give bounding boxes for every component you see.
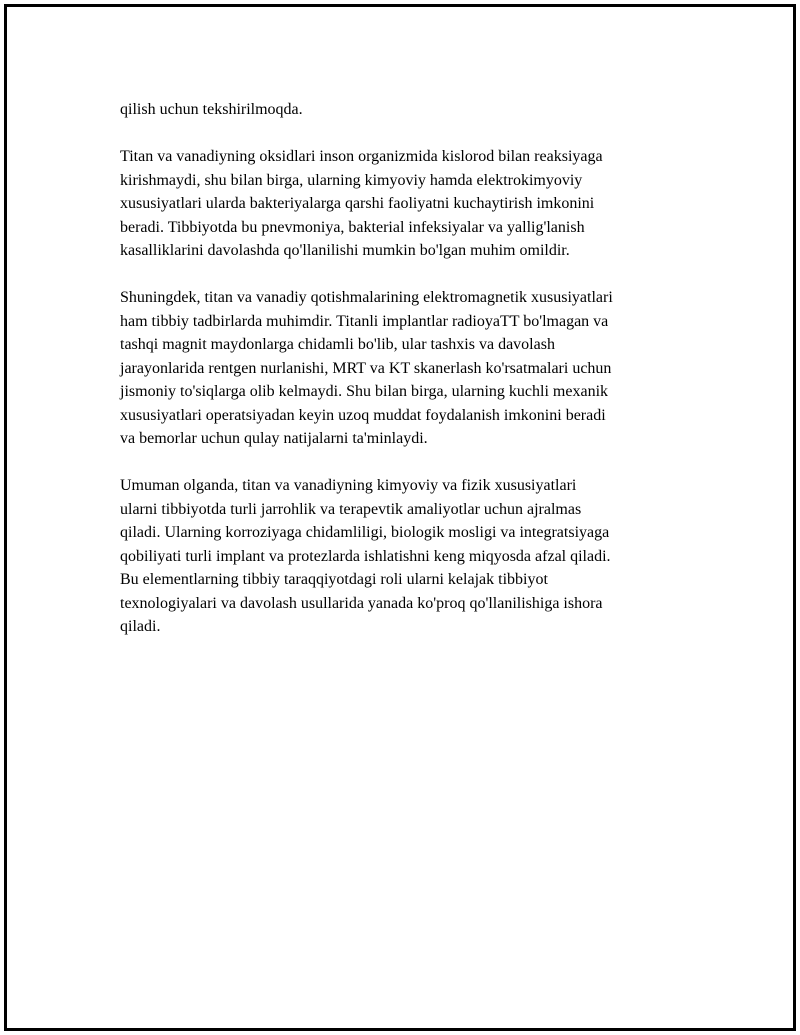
text-line: Shuningdek, titan va vanadiy qotishmalarining elektromagnetik xususiyatlari — [120, 289, 613, 306]
text-line: kirishmaydi, shu bilan birga, ularning kimyoviy hamda elektrokimyoviy — [120, 171, 583, 189]
text-line: qiladi. — [120, 618, 161, 635]
text-line: qobiliyati turli implant va protezlarda ishlatishni keng miqyosda afzal qiladi. — [120, 547, 611, 565]
text-line: tashqi magnit maydonlarga chidamli bo'lib, ular tashxis va davolash — [120, 336, 555, 353]
document-body — [120, 98, 700, 662]
page-frame — [4, 4, 796, 1031]
text-line: texnologiyalari va davolash usullarida yanada ko'proq qo'llanilishiga ishora — [120, 594, 603, 612]
paragraph-3 — [120, 286, 700, 451]
text-line: Titan va vanadiyning oksidlari inson organizmida kislorod bilan reaksiyaga — [120, 148, 603, 165]
text-line: ularni tibbiyotda turli jarrohlik va terapevtik amaliyotlar uchun ajralmas — [120, 500, 582, 518]
paragraph-1 — [120, 98, 700, 122]
text-line: xususiyatlari ularda bakteriyalarga qarshi faoliyatni kuchaytirish imkonini — [120, 195, 595, 212]
text-line: xususiyatlari operatsiyadan keyin uzoq muddat foydalanish imkonini beradi — [120, 406, 606, 424]
text-line: qilish uchun tekshirilmoqda. — [120, 101, 303, 118]
paragraph-4 — [120, 474, 700, 639]
text-line: Bu elementlarning tibbiy taraqqiyotdagi roli ularni kelajak tibbiyot — [120, 571, 548, 588]
paragraph-2 — [120, 145, 700, 263]
text-line: Umuman olganda, titan va vanadiyning kimyoviy va fizik xususiyatlari — [120, 477, 577, 494]
text-line: beradi. Tibbiyotda bu pnevmoniya, bakterial infeksiyalar va yallig'lanish — [120, 218, 585, 236]
text-line: qiladi. Ularning korroziyaga chidamliligi, biologik mosligi va integratsiyaga — [120, 524, 610, 541]
text-line: jarayonlarida rentgen nurlanishi, MRT va KT skanerlash ko'rsatmalari uchun — [120, 359, 612, 377]
text-line: va bemorlar uchun qulay natijalarni ta'minlaydi. — [120, 430, 428, 447]
text-line: jismoniy to'siqlarga olib kelmaydi. Shu bilan birga, ularning kuchli mexanik — [120, 383, 609, 400]
text-line: kasalliklarini davolashda qo'llanilishi mumkin bo'lgan muhim omildir. — [120, 242, 570, 259]
text-line: ham tibbiy tadbirlarda muhimdir. Titanli implantlar radioyaTT bo'lmagan va — [120, 312, 609, 330]
